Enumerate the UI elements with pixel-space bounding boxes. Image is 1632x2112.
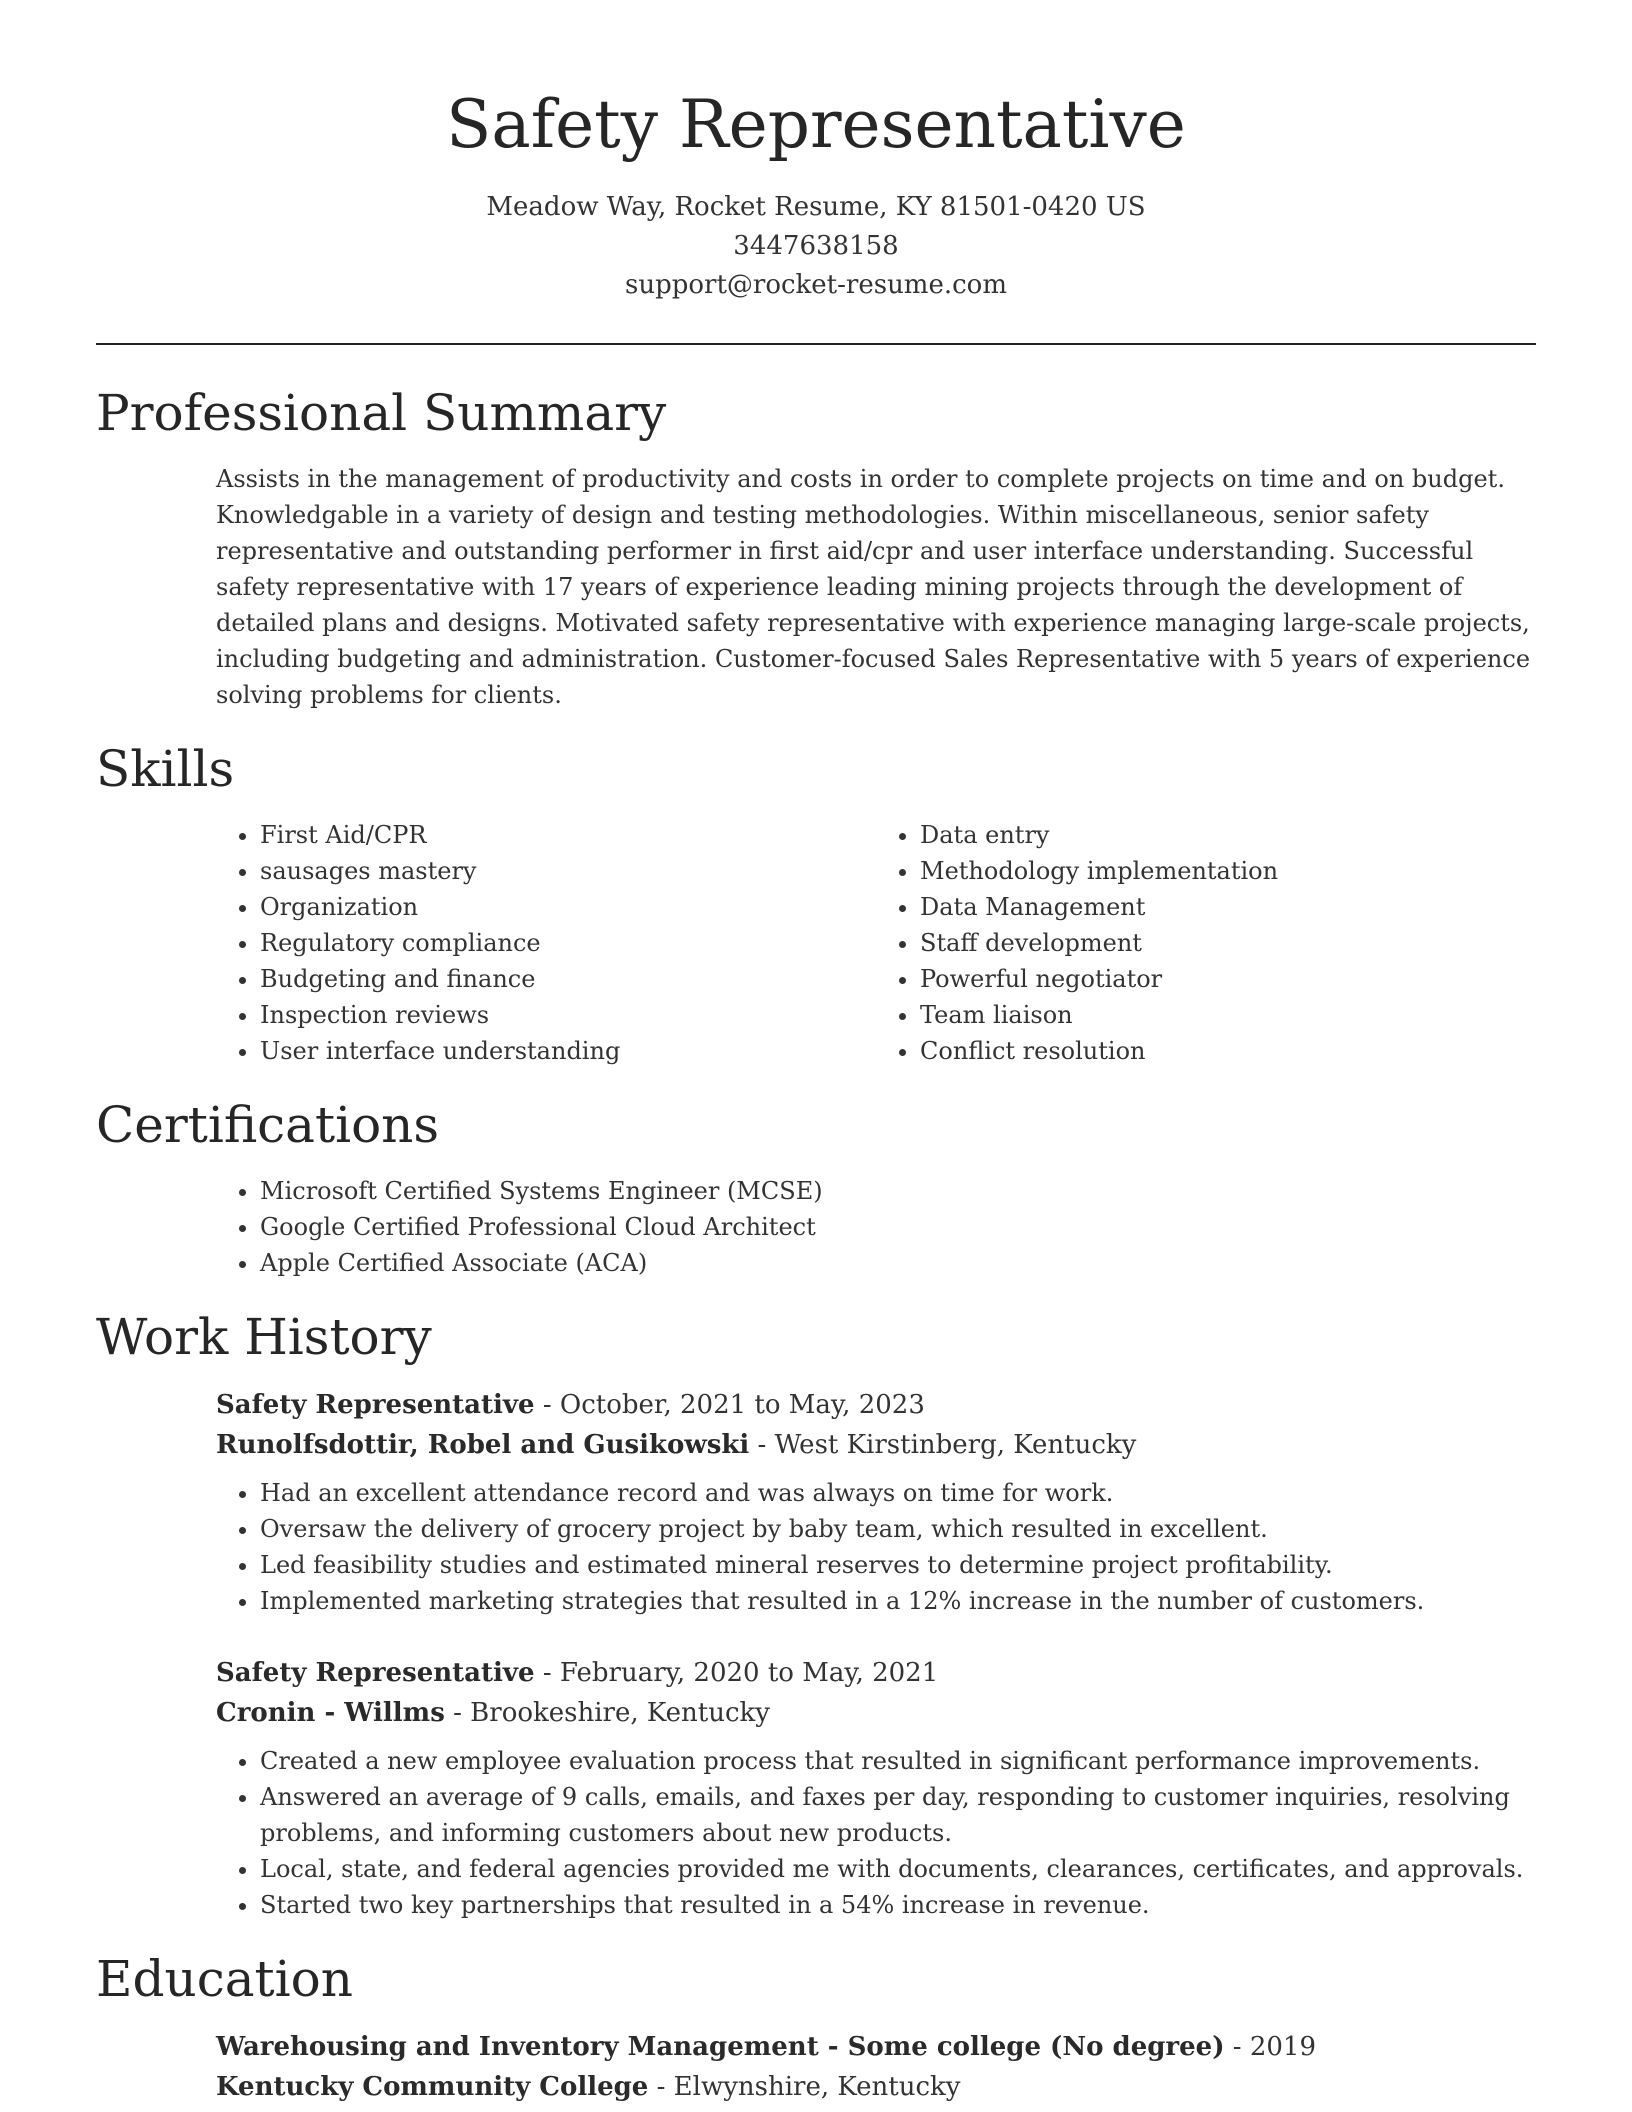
skill-item: • Regulatory compliance <box>260 925 876 961</box>
skill-item: • User interface understanding <box>260 1033 876 1069</box>
section-title-certifications: Certifications <box>96 1096 440 1154</box>
skills-column-right <box>876 817 1536 1069</box>
skill-item: • First Aid/CPR <box>260 817 876 853</box>
job-role: Safety Representative <box>216 1658 535 1688</box>
job-company: Cronin - Willms <box>216 1698 445 1728</box>
skill-item: • Data entry <box>920 817 1536 853</box>
job-responsibilities <box>216 1743 1536 1923</box>
job-bullet: • Created a new employee evaluation process that resulted in significant performance improvements. <box>260 1743 1536 1779</box>
skill-item: • Staff development <box>920 925 1536 961</box>
job-role: Safety Representative <box>216 1390 535 1420</box>
education-school-line <box>216 2067 1536 2107</box>
job-bullet: • Implemented marketing strategies that resulted in a 12% increase in the number of customers. <box>260 1583 1536 1619</box>
education-degree-line <box>216 2027 1536 2067</box>
certification-item: • Microsoft Certified Systems Engineer (MCSE) <box>260 1173 1536 1209</box>
contact-info <box>96 188 1536 305</box>
job-header <box>216 1653 1536 1733</box>
section-title-summary: Professional Summary <box>96 384 667 442</box>
certification-item: • Apple Certified Associate (ACA) <box>260 1245 1536 1281</box>
skill-item: • Powerful negotiator <box>920 961 1536 997</box>
education-location: - Elwynshire, Kentucky <box>648 2072 961 2102</box>
contact-address: Meadow Way, Rocket Resume, KY 81501-0420 US <box>486 192 1146 222</box>
skill-item: • Data Management <box>920 889 1536 925</box>
job-company-line <box>216 1693 1536 1733</box>
job-location: - Brookeshire, Kentucky <box>444 1698 770 1728</box>
education-entry <box>216 2027 1536 2107</box>
header-divider <box>96 343 1536 345</box>
contact-phone: 3447638158 <box>733 231 899 261</box>
skill-item: • Inspection reviews <box>260 997 876 1033</box>
job-company: Runolfsdottir, Robel and Gusikowski <box>216 1430 750 1460</box>
skill-item: • Budgeting and finance <box>260 961 876 997</box>
job-dates: - February, 2020 to May, 2021 <box>534 1658 939 1688</box>
job-responsibilities <box>216 1475 1536 1619</box>
candidate-name: Safety Representative <box>446 86 1186 163</box>
job-entry <box>96 1385 1536 1619</box>
certification-item: • Google Certified Professional Cloud Architect <box>260 1209 1536 1245</box>
skills-list <box>216 817 1536 1069</box>
resume-header <box>96 0 1536 305</box>
job-title-line <box>216 1385 1536 1425</box>
job-bullet: • Oversaw the delivery of grocery project by baby team, which resulted in excellent. <box>260 1511 1536 1547</box>
job-title-line <box>216 1653 1536 1693</box>
skill-item: • Team liaison <box>920 997 1536 1033</box>
job-dates: - October, 2021 to May, 2023 <box>534 1390 925 1420</box>
skills-column-left <box>216 817 876 1069</box>
job-entry <box>96 1653 1536 1923</box>
job-company-line <box>216 1425 1536 1465</box>
contact-email: support@rocket-resume.com <box>624 270 1007 300</box>
section-title-education: Education <box>96 1950 353 2008</box>
job-header <box>216 1385 1536 1465</box>
job-bullet: • Answered an average of 9 calls, emails, and faxes per day, responding to customer inquiries, resolving problems, and informing customers about new products. <box>260 1779 1536 1851</box>
summary-text: Assists in the management of productivity and costs in order to complete projects on time and on budget. Knowledgable in a variety of design and testing methodologies. Within miscellaneous, senior safety representative and outstanding performer in first aid/cpr and user interface understanding. Successful safety representative with 17 years of experience leading mining projects through the development of detailed plans and designs. Motivated safety representative with experience managing large-scale projects, including budgeting and administration. Customer-focused Sales Representative with 5 years of experience solving problems for clients. <box>216 465 1531 709</box>
section-title-work-history: Work History <box>96 1308 432 1366</box>
education-year: - 2019 <box>1224 2032 1316 2062</box>
skill-item: • sausages mastery <box>260 853 876 889</box>
skill-item: • Organization <box>260 889 876 925</box>
section-title-skills: Skills <box>96 740 235 798</box>
job-bullet: • Started two key partnerships that resulted in a 54% increase in revenue. <box>260 1887 1536 1923</box>
job-bullet: • Had an excellent attendance record and was always on time for work. <box>260 1475 1536 1511</box>
job-bullet: • Led feasibility studies and estimated mineral reserves to determine project profitability. <box>260 1547 1536 1583</box>
skill-item: • Methodology implementation <box>920 853 1536 889</box>
education-school: Kentucky Community College <box>216 2072 649 2102</box>
job-location: - West Kirstinberg, Kentucky <box>749 1430 1137 1460</box>
skill-item: • Conflict resolution <box>920 1033 1536 1069</box>
education-degree: Warehousing and Inventory Management - Some college (No degree) <box>216 2032 1225 2062</box>
job-bullet: • Local, state, and federal agencies provided me with documents, clearances, certificates, and approvals. <box>260 1851 1536 1887</box>
certifications-list <box>216 1173 1536 1281</box>
